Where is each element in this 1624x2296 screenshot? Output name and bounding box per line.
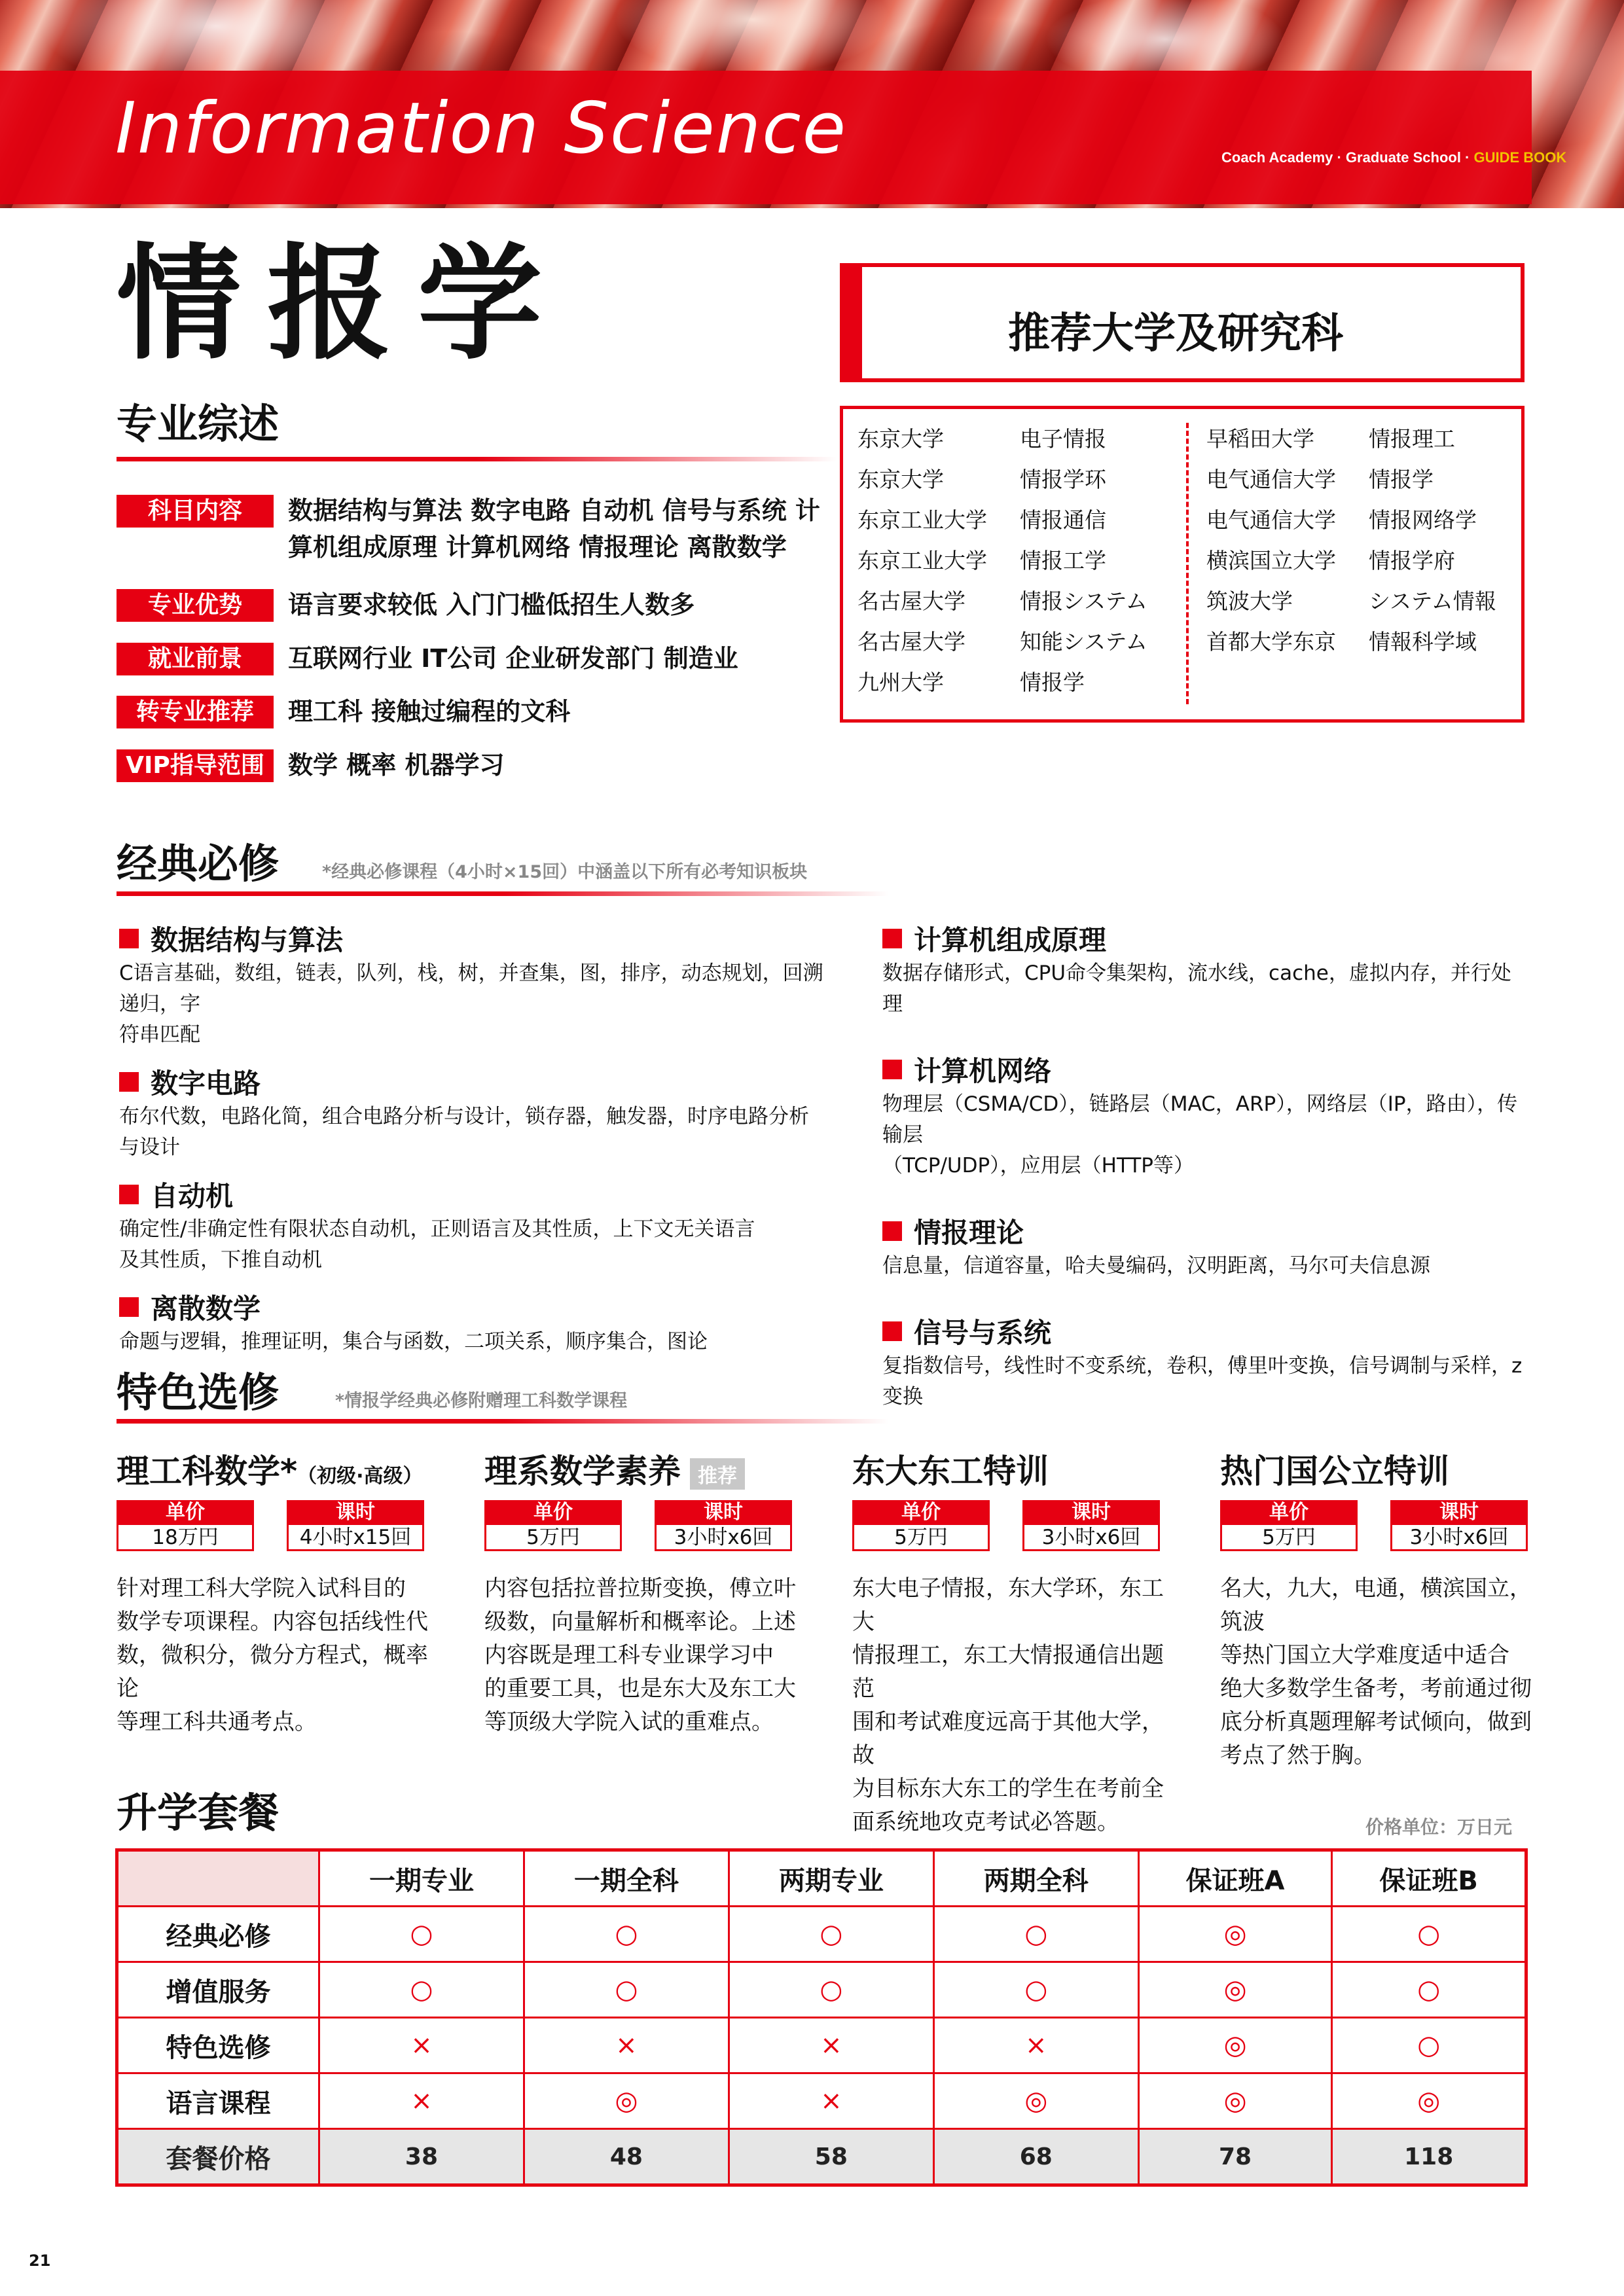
desc-line: 东大电子情报，东大学环，东工大: [852, 1575, 1164, 1635]
special-desc: [852, 1572, 1180, 1839]
hours-box: [287, 1500, 424, 1551]
page-title: 情报学: [117, 232, 569, 376]
course-title: [882, 1211, 1530, 1251]
course-title-text: 数据结构与算法: [151, 924, 344, 956]
special-prices: [1220, 1500, 1547, 1551]
special-item-title: [484, 1445, 812, 1492]
col-header: 保证班A: [1138, 1850, 1332, 1907]
desc-line: 级数，向量解析和概率论。上述: [484, 1609, 796, 1635]
dept-name: 情報科学域: [1369, 629, 1477, 655]
price-value: 5万円: [1220, 1525, 1358, 1551]
special-desc: [1220, 1572, 1547, 1772]
special-item-title: 东大东工特训: [852, 1452, 1049, 1490]
price-label: 单价: [117, 1500, 254, 1525]
dept-name: 情报理工: [1369, 426, 1455, 452]
course-desc: [119, 958, 839, 1050]
desc-line: 情报理工，东工大情报通信出题范: [852, 1642, 1164, 1702]
header-title: Information Science: [115, 88, 848, 170]
hours-label: 课时: [287, 1500, 424, 1525]
special-desc: [484, 1572, 812, 1739]
hours-label: 课时: [655, 1500, 792, 1525]
dept-name: 情报学: [1369, 467, 1434, 492]
price-label: 单价: [484, 1500, 622, 1525]
special-item-title: [117, 1445, 444, 1492]
desc-line: （TCP/UDP），应用层（HTTP等）: [882, 1154, 1194, 1177]
table-header-row: [117, 1850, 1526, 1907]
special-subtitle: （初级·高级）: [297, 1465, 423, 1488]
course-title-text: 数字电路: [151, 1067, 261, 1100]
price-value: 5万円: [852, 1525, 990, 1551]
desc-line: 等热门国立大学难度适中适合: [1220, 1642, 1509, 1668]
row-label: 经典必修: [117, 1907, 319, 1962]
table-cell: ○: [1332, 1907, 1526, 1962]
price-cell: 48: [524, 2129, 729, 2185]
recommend-right-unis: [1206, 419, 1336, 662]
special-item: [852, 1445, 1180, 1839]
square-bullet-icon: [119, 929, 139, 948]
desc-line: 等理工科共通考点。: [117, 1709, 317, 1735]
course-title: [882, 1312, 1530, 1351]
table-cell: ○: [729, 1962, 933, 2018]
tagline-main: Coach Academy · Graduate School ·: [1221, 149, 1474, 166]
price-box: [484, 1500, 622, 1551]
uni-name: 东京工业大学: [857, 507, 987, 533]
dept-name: 知能システム: [1020, 629, 1147, 655]
row-label: 语言课程: [117, 2073, 319, 2129]
uni-name: 筑波大学: [1206, 588, 1293, 614]
overview-label-career: 就业前景: [117, 643, 274, 675]
overview-underline: [117, 457, 837, 461]
desc-line: 数据存储形式，CPU命令集架构，流水线，cache，虚拟内存，并行处理: [882, 961, 1511, 1016]
overview-text-career: 互联网行业 IT公司 企业研发部门 制造业: [288, 644, 738, 673]
course-title-text: 离散数学: [151, 1293, 261, 1325]
price-box: [852, 1500, 990, 1551]
table-cell: ◎: [1332, 2073, 1526, 2129]
tagline-accent: GUIDE BOOK: [1473, 149, 1567, 166]
overview-label-switch: 转专业推荐: [117, 696, 274, 728]
square-bullet-icon: [882, 1321, 902, 1341]
overview-label-subjects: 科目内容: [117, 495, 274, 528]
dept-name: システム情報: [1369, 588, 1496, 614]
course-desc: [119, 1327, 839, 1357]
desc-line: 布尔代数，电路化简，组合电路分析与设计，锁存器，触发器，时序电路分析: [119, 1105, 809, 1128]
row-label: 增值服务: [117, 1962, 319, 2018]
desc-line: 复指数信号，线性时不变系统，卷积，傅里叶变换，信号调制与采样，z变换: [882, 1354, 1523, 1408]
desc-line: 数学专项课程。内容包括线性代: [117, 1609, 428, 1635]
hours-label: 课时: [1022, 1500, 1160, 1525]
overview-text-vip: 数学 概率 机器学习: [288, 751, 505, 780]
header-tagline: [1221, 149, 1566, 166]
table-cell: ○: [1332, 1962, 1526, 2018]
dept-name: 情报通信: [1020, 507, 1106, 533]
price-value: 18万円: [117, 1525, 254, 1551]
price-unit-note: 价格单位：万日元: [1365, 1816, 1513, 1838]
special-underline: [117, 1419, 889, 1424]
table-corner: [117, 1850, 319, 1907]
special-note: *情报学经典必修附赠理工科数学课程: [335, 1391, 628, 1411]
recommend-left-unis: [857, 419, 987, 703]
course-title: [119, 919, 839, 958]
col-header: 一期全科: [524, 1850, 729, 1907]
recommend-divider: [1186, 423, 1189, 704]
table-cell: ◎: [1138, 2073, 1332, 2129]
table-cell: ×: [319, 2073, 524, 2129]
special-prices: [852, 1500, 1180, 1551]
package-table: [115, 1848, 1528, 2187]
core-left-column: [119, 919, 839, 1357]
course-desc: [119, 1102, 839, 1163]
table-row: [117, 1962, 1526, 2018]
course-desc: [882, 1089, 1530, 1181]
course-title: [119, 1287, 839, 1327]
desc-line: 围和考试难度远高于其他大学，故: [852, 1709, 1164, 1768]
overview-label-advantage: 专业优势: [117, 589, 274, 622]
hours-box: [655, 1500, 792, 1551]
course-title: [119, 1175, 839, 1214]
desc-line: 名大，九大，电通，横滨国立，筑波: [1220, 1575, 1532, 1635]
dept-name: 情报学环: [1020, 467, 1106, 492]
square-bullet-icon: [882, 929, 902, 948]
table-cell: ×: [933, 2018, 1138, 2073]
table-cell: ○: [729, 1907, 933, 1962]
price-cell: 38: [319, 2129, 524, 2185]
page-number: 21: [29, 2251, 51, 2270]
hours-box: [1390, 1500, 1528, 1551]
square-bullet-icon: [119, 1297, 139, 1317]
square-bullet-icon: [882, 1221, 902, 1241]
desc-line: 考点了然于胸。: [1220, 1742, 1376, 1768]
desc-line: 绝大多数学生备考，考前通过彻: [1220, 1676, 1532, 1702]
col-header: 一期专业: [319, 1850, 524, 1907]
dept-name: 情报工学: [1020, 548, 1106, 573]
core-right-column: [882, 919, 1530, 1412]
overview-label-vip: VIP指导范围: [117, 749, 274, 782]
table-cell: ○: [319, 1907, 524, 1962]
table-cell: ○: [933, 1962, 1138, 2018]
course-desc: [119, 1214, 839, 1276]
col-header: 保证班B: [1332, 1850, 1526, 1907]
dept-name: 情报システム: [1020, 588, 1147, 614]
desc-line: 确定性/非确定性有限状态自动机，正则语言及其性质，上下文无关语言: [119, 1217, 755, 1241]
table-row: [117, 1907, 1526, 1962]
table-cell: ◎: [1138, 1907, 1332, 1962]
recommend-title: 推荐大学及研究科: [1008, 310, 1343, 358]
course-title: [882, 919, 1530, 958]
overview-line: 算机组成原理 计算机网络 情报理论 离散数学: [288, 533, 787, 562]
uni-name: 首都大学东京: [1206, 629, 1336, 655]
price-cell: 58: [729, 2129, 933, 2185]
course-title-text: 计算机网络: [914, 1055, 1052, 1087]
uni-name: 九州大学: [857, 670, 944, 695]
special-desc: [117, 1572, 444, 1739]
hours-value: 4小时x15回: [287, 1525, 424, 1551]
core-note: *经典必修课程（4小时×15回）中涵盖以下所有必考知识板块: [322, 862, 808, 882]
special-item: [117, 1445, 444, 1739]
price-label: 单价: [852, 1500, 990, 1525]
overview-text-advantage: 语言要求较低 入门门槛低招生人数多: [288, 590, 695, 619]
recommend-left-depts: [1020, 419, 1147, 703]
hours-box: [1022, 1500, 1160, 1551]
hours-value: 3小时x6回: [655, 1525, 792, 1551]
table-cell: ○: [524, 1907, 729, 1962]
dept-name: 情报学府: [1369, 548, 1455, 573]
desc-line: 内容包括拉普拉斯变换，傅立叶: [484, 1575, 796, 1602]
desc-line: 等顶级大学院入试的重难点。: [484, 1709, 774, 1735]
overview-line: 数据结构与算法 数字电路 自动机 信号与系统 计: [288, 496, 820, 525]
desc-line: 命题与逻辑，推理证明，集合与函数，二项关系，顺序集合，图论: [119, 1330, 708, 1354]
square-bullet-icon: [119, 1185, 139, 1204]
special-item-title: 热门国公立特训: [1220, 1452, 1449, 1490]
recommend-badge: 推荐: [690, 1458, 745, 1490]
table-cell: ○: [1332, 2018, 1526, 2073]
table-cell: ×: [524, 2018, 729, 2073]
dept-name: 电子情报: [1020, 426, 1106, 452]
hours-value: 3小时x6回: [1390, 1525, 1528, 1551]
uni-name: 电气通信大学: [1206, 507, 1336, 533]
core-heading: 经典必修: [117, 840, 280, 888]
course-title: [119, 1062, 839, 1102]
uni-name: 名古屋大学: [857, 629, 965, 655]
hours-label: 课时: [1390, 1500, 1528, 1525]
table-cell: ×: [729, 2073, 933, 2129]
price-cell: 68: [933, 2129, 1138, 2185]
course-title-text: 信号与系统: [914, 1317, 1052, 1349]
recommend-right-depts: [1369, 419, 1496, 662]
desc-line: 内容既是理工科专业课学习中: [484, 1642, 774, 1668]
special-title-text: 理工科数学*: [117, 1452, 298, 1490]
dept-name: 情报学: [1020, 670, 1085, 695]
course-desc: [882, 1351, 1530, 1412]
uni-name: 东京大学: [857, 426, 944, 452]
table-cell: ◎: [1138, 2018, 1332, 2073]
special-item: [1220, 1445, 1547, 1772]
special-heading: 特色选修: [117, 1369, 280, 1416]
uni-name: 东京工业大学: [857, 548, 987, 573]
desc-line: 符串匹配: [119, 1023, 200, 1047]
desc-line: 为目标东大东工的学生在考前全: [852, 1776, 1164, 1802]
table-cell: ◎: [1138, 1962, 1332, 2018]
col-header: 两期专业: [729, 1850, 933, 1907]
package-heading: 升学套餐: [117, 1789, 280, 1837]
course-desc: [882, 1251, 1530, 1282]
row-label: 特色选修: [117, 2018, 319, 2073]
table-cell: ○: [319, 1962, 524, 2018]
price-value: 5万円: [484, 1525, 622, 1551]
desc-line: 与设计: [119, 1136, 180, 1159]
uni-name: 电气通信大学: [1206, 467, 1336, 492]
desc-line: 信息量，信道容量，哈夫曼编码，汉明距离，马尔可夫信息源: [882, 1254, 1430, 1278]
price-box: [117, 1500, 254, 1551]
price-cell: 78: [1138, 2129, 1332, 2185]
price-row: [117, 2129, 1526, 2185]
hours-value: 3小时x6回: [1022, 1525, 1160, 1551]
uni-name: 名古屋大学: [857, 588, 965, 614]
table-cell: ×: [729, 2018, 933, 2073]
special-title-text: 理系数学素养: [484, 1452, 681, 1490]
uni-name: 早稻田大学: [1206, 426, 1314, 452]
special-prices: [484, 1500, 812, 1551]
desc-line: C语言基础，数组，链表，队列，栈，树，并查集，图，排序，动态规划，回溯递归，字: [119, 961, 823, 1016]
row-label: 套餐价格: [117, 2129, 319, 2185]
table-cell: ◎: [933, 2073, 1138, 2129]
core-underline: [117, 891, 889, 896]
uni-name: 横滨国立大学: [1206, 548, 1336, 573]
table-cell: ○: [933, 1907, 1138, 1962]
course-title-text: 自动机: [151, 1180, 234, 1212]
desc-line: 数，微积分，微分方程式，概率论: [117, 1642, 428, 1702]
course-desc: [882, 958, 1530, 1020]
square-bullet-icon: [882, 1060, 902, 1079]
price-box: [1220, 1500, 1358, 1551]
table-row: [117, 2018, 1526, 2073]
table-row: [117, 2073, 1526, 2129]
square-bullet-icon: [119, 1072, 139, 1092]
course-title: [882, 1050, 1530, 1089]
dept-name: 情报网络学: [1369, 507, 1477, 533]
overview-heading: 专业综述: [117, 400, 280, 448]
table-cell: ○: [524, 1962, 729, 2018]
desc-line: 面系统地攻克考试必答题。: [852, 1809, 1119, 1835]
uni-name: 东京大学: [857, 467, 944, 492]
desc-line: 底分析真题理解考试倾向，做到: [1220, 1709, 1532, 1735]
special-item: [484, 1445, 812, 1739]
course-title-text: 情报理论: [914, 1217, 1024, 1249]
desc-line: 及其性质，下推自动机: [119, 1248, 322, 1272]
desc-line: 的重要工具，也是东大及东工大: [484, 1676, 796, 1702]
table-cell: ◎: [524, 2073, 729, 2129]
table-cell: ×: [319, 2018, 524, 2073]
price-label: 单价: [1220, 1500, 1358, 1525]
overview-text-switch: 理工科 接触过编程的文科: [288, 697, 571, 726]
price-cell: 118: [1332, 2129, 1526, 2185]
desc-line: 针对理工科大学院入试科目的: [117, 1575, 406, 1602]
col-header: 两期全科: [933, 1850, 1138, 1907]
course-title-text: 计算机组成原理: [914, 924, 1107, 956]
overview-text-subjects: [288, 492, 820, 565]
special-prices: [117, 1500, 444, 1551]
desc-line: 物理层（CSMA/CD），链路层（MAC，ARP），网络层（IP，路由），传输层: [882, 1092, 1518, 1147]
